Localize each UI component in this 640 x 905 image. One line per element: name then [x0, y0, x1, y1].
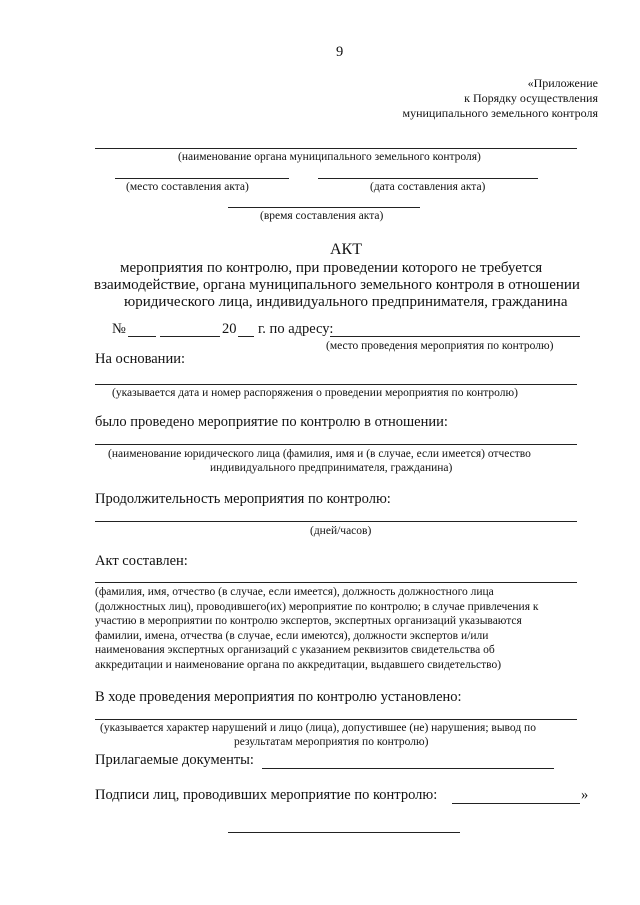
appendix-line-2: к Порядку осуществления — [464, 91, 598, 105]
subject-caption-2: индивидуального предпринимателя, гражданина) — [210, 462, 453, 474]
appendix-block — [402, 76, 598, 121]
duration-field[interactable] — [95, 521, 577, 522]
basis-caption: (указывается дата и номер распоряжения о проведении мероприятия по контролю) — [112, 387, 518, 399]
closing-quote: » — [581, 787, 589, 803]
date-caption: (дата составления акта) — [370, 181, 486, 193]
attached-label: Прилагаемые документы: — [95, 752, 254, 768]
established-caption-2: результатам мероприятия по контролю) — [234, 736, 429, 748]
signature-field-2[interactable] — [228, 832, 460, 833]
compiled-caption-line-6: аккредитации и наименование органа по аккредитации, выдавшего свидетельство) — [95, 658, 502, 671]
act-subtitle-2: взаимодействие, органа муниципального земельного контроля в отношении — [94, 277, 580, 293]
compiled-caption — [95, 585, 538, 672]
place-field[interactable] — [115, 178, 289, 179]
act-subtitle-1: мероприятия по контролю, при проведении которого не требуется — [120, 260, 543, 276]
compiled-caption-line-3: участию в мероприятии по контролю экспертов, экспертных организаций указываются — [95, 615, 522, 627]
organ-caption: (наименование органа муниципального земельного контроля) — [178, 151, 481, 163]
time-field[interactable] — [228, 207, 420, 208]
appendix-line-1: «Приложение — [527, 76, 598, 90]
attached-field[interactable] — [262, 768, 554, 769]
page-number: 9 — [336, 44, 344, 60]
signatures-label: Подписи лиц, проводивших мероприятие по контролю: — [95, 787, 438, 803]
established-caption-1: (указывается характер нарушений и лицо (лица), допустившее (не) нарушения; вывод по — [100, 722, 536, 734]
basis-label: На основании: — [95, 351, 185, 367]
date-field[interactable] — [318, 178, 538, 179]
signature-field-1[interactable] — [452, 803, 580, 804]
basis-field[interactable] — [95, 384, 577, 385]
address-caption: (место проведения мероприятия по контролю) — [326, 340, 554, 352]
compiled-caption-line-2: (должностных лиц), проводившего(их) мероприятие по контролю; в случае привлечения к — [95, 600, 539, 613]
duration-label: Продолжительность мероприятия по контролю: — [95, 491, 391, 507]
place-caption: (место составления акта) — [126, 181, 249, 193]
address-field[interactable] — [330, 336, 580, 337]
compiled-label: Акт составлен: — [95, 553, 188, 569]
year-prefix: 20 — [222, 321, 237, 337]
act-subtitle-3: юридического лица, индивидуального предпринимателя, гражданина — [124, 294, 568, 310]
day-month-field[interactable] — [160, 336, 220, 337]
number-field[interactable] — [128, 336, 156, 337]
compiled-field[interactable] — [95, 582, 577, 583]
subject-field[interactable] — [95, 444, 577, 445]
established-label: В ходе проведения мероприятия по контролю установлено: — [95, 689, 462, 705]
conducted-label: было проведено мероприятие по контролю в отношении: — [95, 414, 448, 430]
duration-caption: (дней/часов) — [310, 525, 372, 537]
compiled-caption-line-5: наименования экспертных организаций с указанием реквизитов свидетельства об — [95, 644, 495, 656]
established-field[interactable] — [95, 719, 577, 720]
time-caption: (время составления акта) — [260, 210, 384, 222]
act-title: АКТ — [330, 241, 362, 258]
compiled-caption-line-1: (фамилия, имя, отчество (в случае, если имеется), должность должностного лица — [95, 586, 494, 598]
subject-caption-1: (наименование юридического лица (фамилия, имя и (в случае, если имеется) отчество — [108, 448, 531, 460]
organ-name-field[interactable] — [95, 148, 577, 149]
compiled-caption-line-4: фамилии, имена, отчества (в случае, если имеются), должности экспертов и/или — [95, 629, 489, 642]
appendix-line-3: муниципального земельного контроля — [402, 106, 598, 120]
year-field[interactable] — [238, 336, 254, 337]
address-label: г. по адресу: — [258, 321, 334, 337]
number-label: № — [112, 321, 126, 337]
